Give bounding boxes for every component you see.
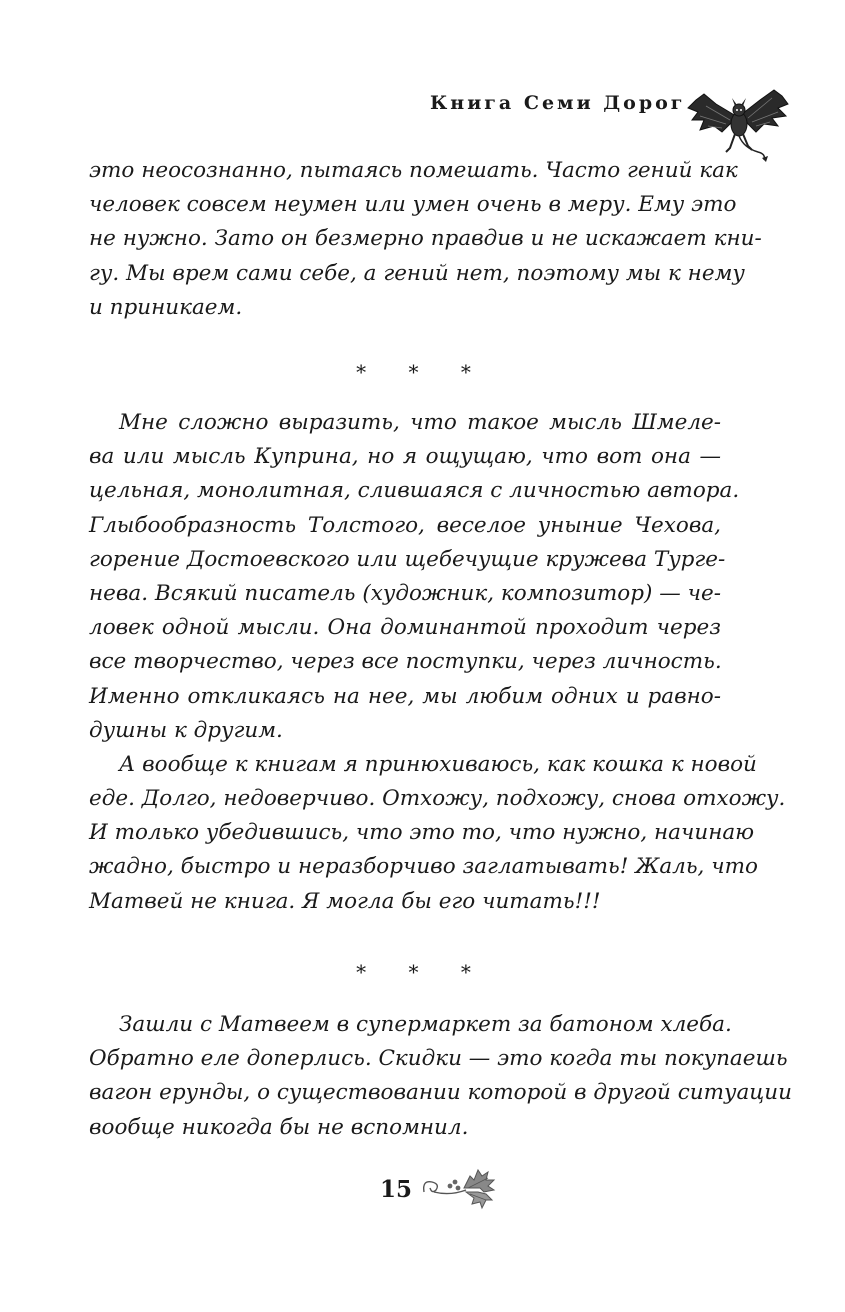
text-line: человек совсем неумен или умен очень в меру. Ему это [89,192,737,218]
text-line: И только убедившись, что это то, что нужно, начинаю [89,820,755,846]
section-separator: * * * [356,360,489,384]
text-line: ва или мысль Куприна, но я ощущаю, что вот она — [89,444,721,470]
paragraph-section-3 [89,1008,792,1145]
section-separator: * * * [356,960,489,984]
text-line: не нужно. Зато он безмерно правдив и не искажает кни- [89,226,762,252]
text-line: душны к другим. [89,717,283,743]
text-line: Матвей не книга. Я могла бы его читать!!! [89,888,601,914]
text-line: ловек одной мысли. Она доминантой проходит через [89,615,721,641]
paragraph-section-2 [89,406,786,919]
paragraph-continuation [89,154,762,325]
text-line: А вообще к книгам я принюхиваюсь, как кошка к новой [119,751,757,777]
text-line: жадно, быстро и неразборчиво заглатывать! Жаль, что [89,854,758,880]
bat-icon [686,86,790,162]
text-line: вагон ерунды, о существовании которой в другой ситуации [89,1080,792,1106]
running-title: Книга Семи Дорог [430,92,686,114]
text-line: Мне сложно выразить, что такое мысль Шмеле- [119,410,721,435]
text-line: Обратно еле доперлись. Скидки — это когда ты покупаешь [89,1046,788,1072]
text-line: цельная, монолитная, слившаяся с личностью автора. [89,478,740,504]
text-line: все творчество, через все поступки, через личность. [89,649,722,675]
text-line: это неосознанно, пытаясь помешать. Часто гений как [89,158,738,183]
text-line: горение Достоевского или щебечущие кружева Турге- [89,546,726,572]
text-line: гу. Мы врем сами себе, а гений нет, поэтому мы к нему [89,260,745,286]
text-line: еде. Долго, недоверчиво. Отхожу, подхожу, снова отхожу. [89,786,786,812]
page-number: 15 [380,1176,413,1203]
text-line: Глыбообразность Толстого, веселое уныние Чехова, [89,512,721,538]
holly-icon [420,1166,500,1210]
text-line: нева. Всякий писатель (художник, композитор) — че- [89,580,721,606]
text-line: и приникаем. [89,294,243,320]
text-line: вообще никогда бы не вспомнил. [89,1114,469,1140]
text-line: Зашли с Матвеем в супермаркет за батоном хлеба. [119,1012,732,1037]
text-line: Именно откликаясь на нее, мы любим одних и равно- [89,683,721,709]
